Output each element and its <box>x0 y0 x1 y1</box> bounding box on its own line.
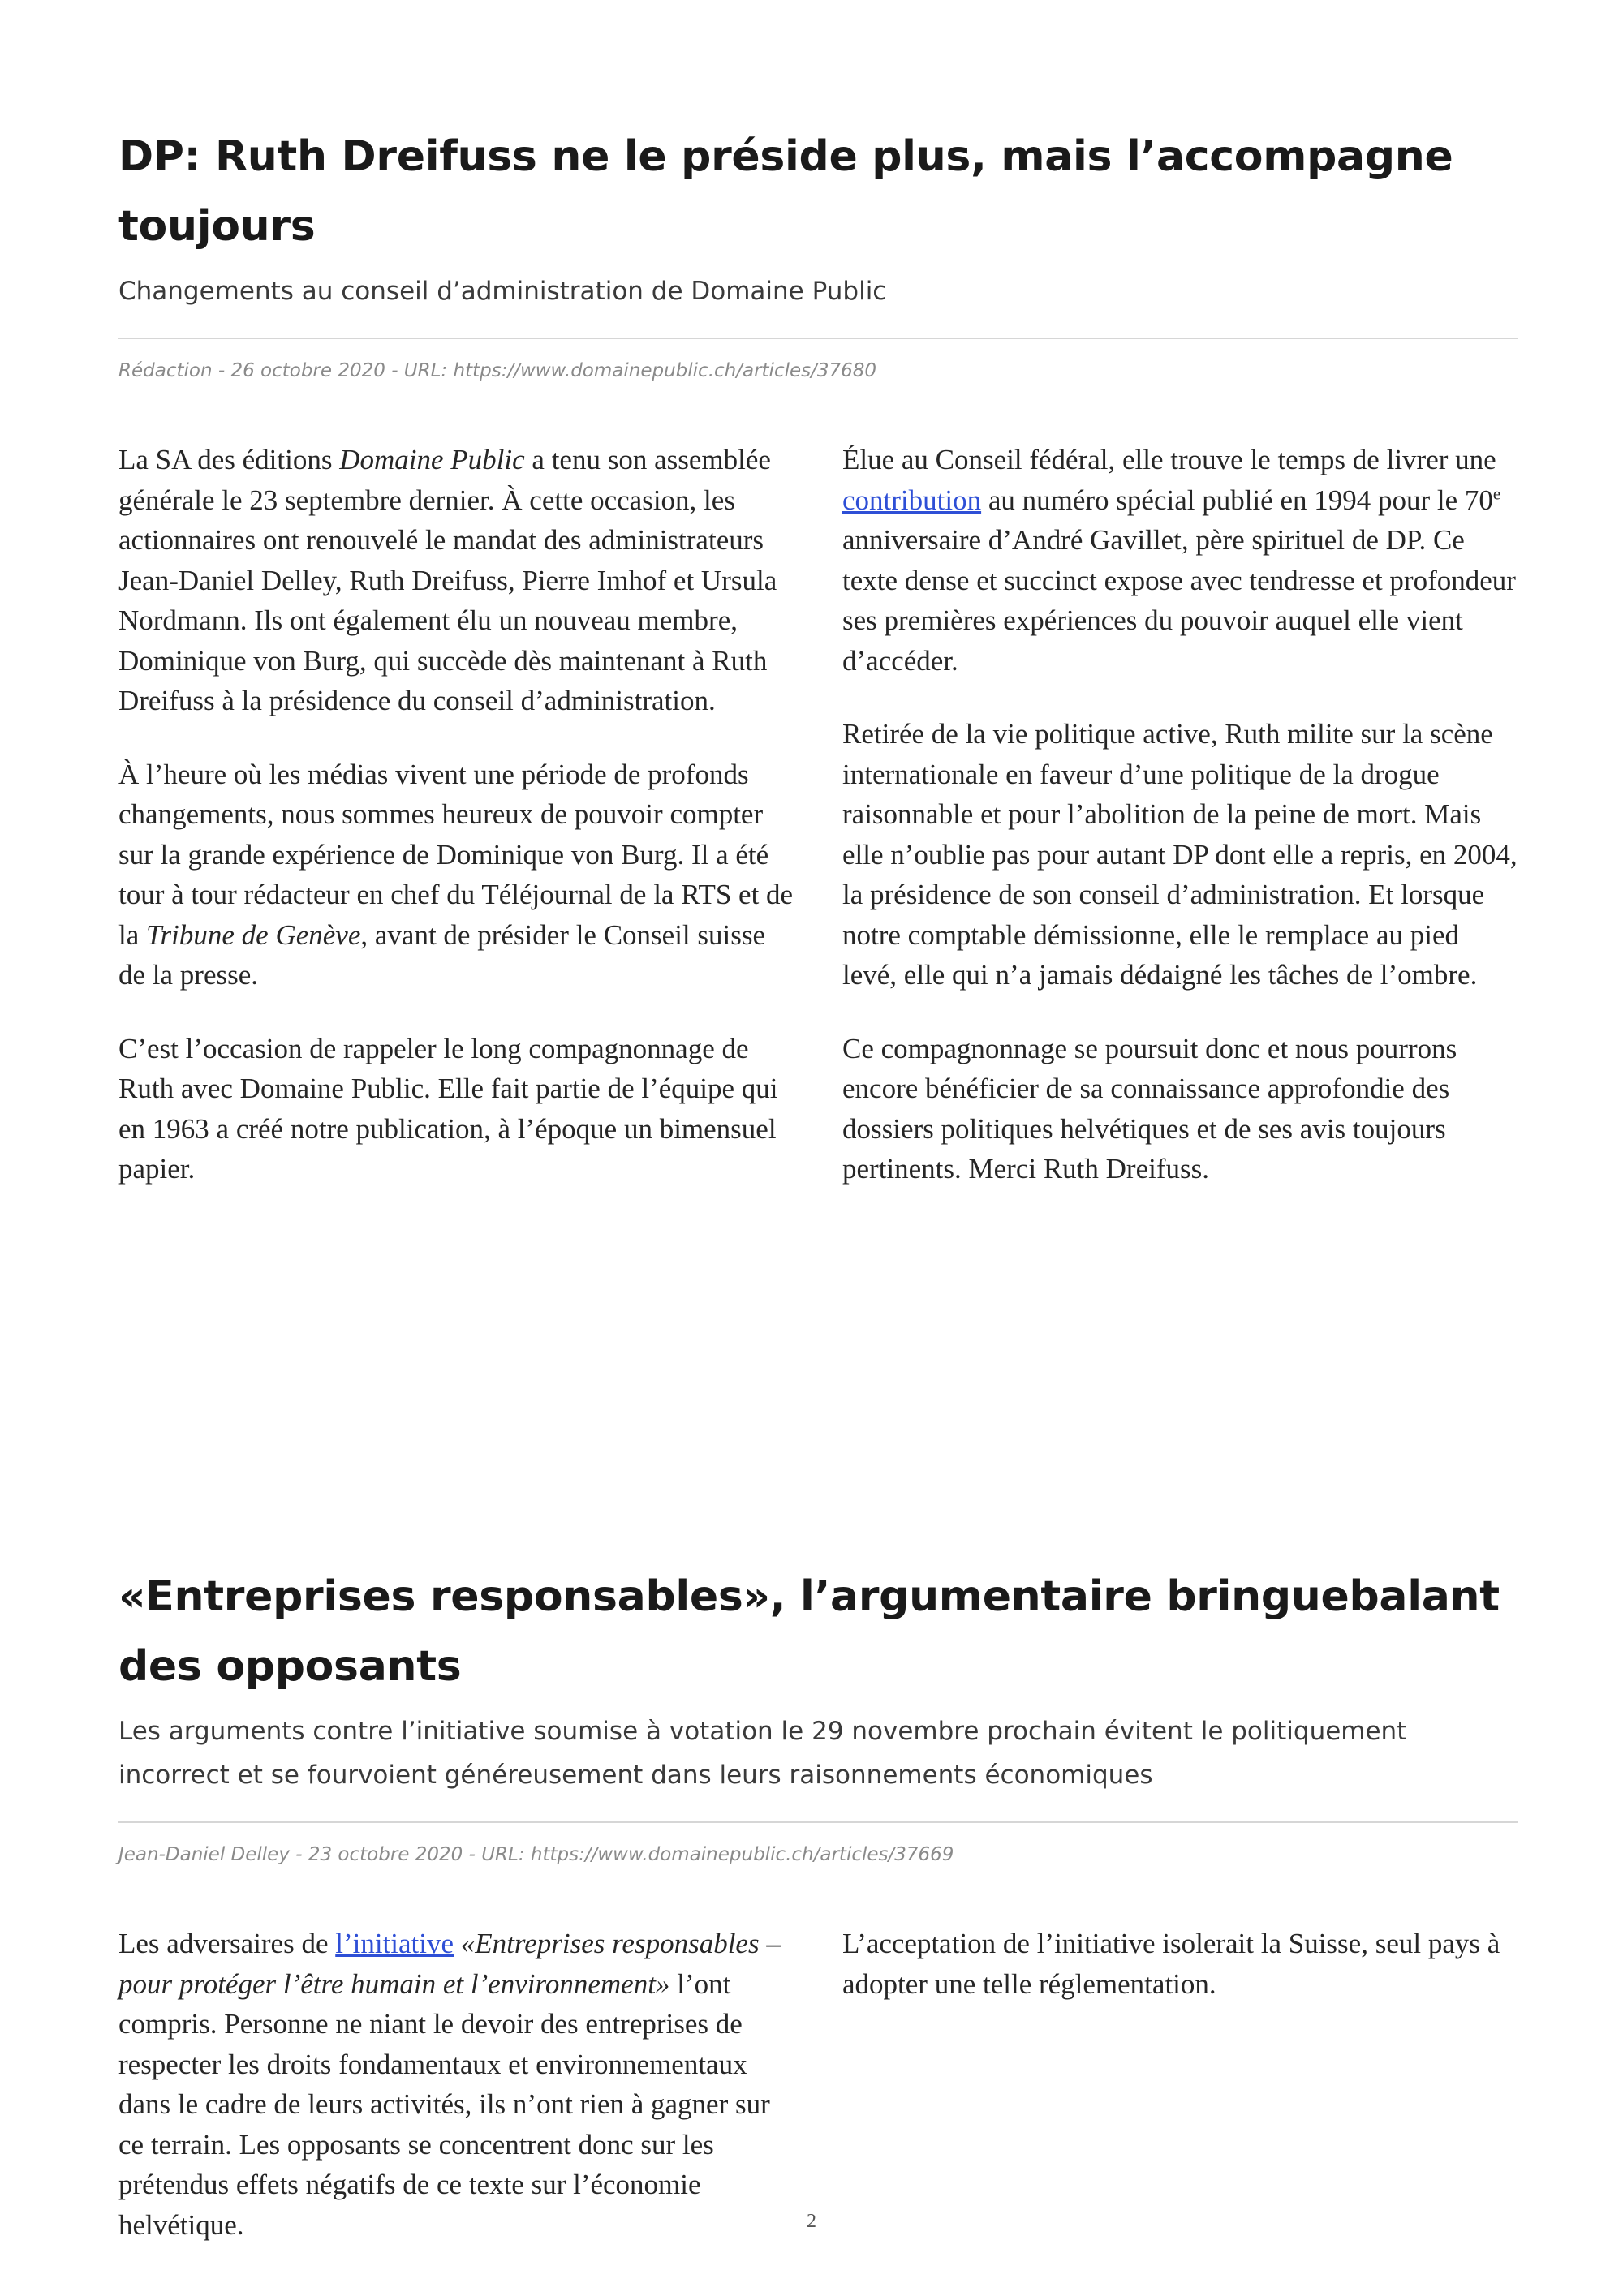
article-meta: Rédaction - 26 octobre 2020 - URL: https://www.domainepublic.ch/articles/37680 <box>118 360 877 381</box>
paragraph: Retirée de la vie politique active, Ruth milite sur la scène internationale en faveur d’une politique de la drogue raisonnable et pour l’abolition de la peine de mort. Mais elle n’oublie pas pour autant DP dont elle a repris, en 2004, la présidence de son conseil d’administration. Et lorsque notre comptable démissionne, elle le remplace au pied levé, elle qui n’a jamais dédaigné les tâches de l’ombre. <box>842 718 1518 991</box>
contribution-link[interactable]: contribution <box>842 484 982 516</box>
article-title: DP: Ruth Dreifuss ne le préside plus, mais l’accompagne toujours <box>118 132 1453 251</box>
article-meta: Jean-Daniel Delley - 23 octobre 2020 - URL: https://www.domainepublic.ch/articles/37669 <box>118 1844 954 1865</box>
article-body <box>118 440 1518 1223</box>
column-right <box>842 440 1518 1223</box>
article-ruth-dreifuss <box>118 122 1518 1223</box>
paragraph: Les adversaires de l’initiative «Entreprises responsables – pour protéger l’être humain et l’environnement» l’ont compris. Personne ne niant le devoir des entreprises de respecter les droits fondamentaux et environnementaux dans le cadre de leurs activités, ils n’ont rien à gagner sur ce terrain. Les opposants se concentrent donc sur les prétendus effets négatifs de ce texte sur l’économie helvétique. <box>118 1928 781 2241</box>
column-left <box>118 440 794 1223</box>
divider <box>118 338 1518 339</box>
article-entreprises-responsables <box>118 1562 1518 2278</box>
initiative-link[interactable]: l’initiative <box>335 1928 454 1959</box>
paragraph: Ce compagnonnage se poursuit donc et nous pourrons encore bénéficier de sa connaissance approfondie des dossiers politiques helvétiques et de ses avis toujours pertinents. Merci Ruth Dreifuss. <box>842 1032 1457 1185</box>
page-number: 2 <box>807 2211 816 2232</box>
paragraph: Élue au Conseil fédéral, elle trouve le temps de livrer une contribution au numéro spécial publié en 1994 pour le 70e anniversaire d’André Gavillet, père spirituel de DP. Ce texte dense et succinct expose avec tendresse et profondeur ses premières expériences du pouvoir auquel elle vient d’accéder. <box>842 444 1516 677</box>
article-subtitle: Changements au conseil d’administration de Domaine Public <box>118 277 887 306</box>
article-title: «Entreprises responsables», l’argumentaire bringuebalant des opposants <box>118 1572 1500 1691</box>
paragraph: C’est l’occasion de rappeler le long compagnonnage de Ruth avec Domaine Public. Elle fait partie de l’équipe qui en 1963 a créé notre publication, à l’époque un bimensuel papier. <box>118 1032 778 1185</box>
article-subtitle: Les arguments contre l’initiative soumise à votation le 29 novembre prochain évitent le politiquement incorrect et se fourvoient généreusement dans leurs raisonnements économiques <box>118 1717 1407 1790</box>
paragraph: L’acceptation de l’initiative isolerait la Suisse, seul pays à adopter une telle réglementation. <box>842 1928 1500 2000</box>
paragraph: La SA des éditions Domaine Public a tenu son assemblée générale le 23 septembre dernier. À cette occasion, les actionnaires ont renouvelé le mandat des administrateurs Jean-Daniel Delley, Ruth Dreifuss, Pierre Imhof et Ursula Nordmann. Ils ont également élu un nouveau membre, Dominique von Burg, qui succède dès maintenant à Ruth Dreifuss à la présidence du conseil d’administration. <box>118 444 777 716</box>
divider <box>118 1821 1518 1823</box>
paragraph: À l’heure où les médias vivent une période de profonds changements, nous sommes heureux de pouvoir compter sur la grande expérience de Dominique von Burg. Il a été tour à tour rédacteur en chef du Téléjournal de la RTS et de la Tribune de Genève, avant de présider le Conseil suisse de la presse. <box>118 758 794 991</box>
